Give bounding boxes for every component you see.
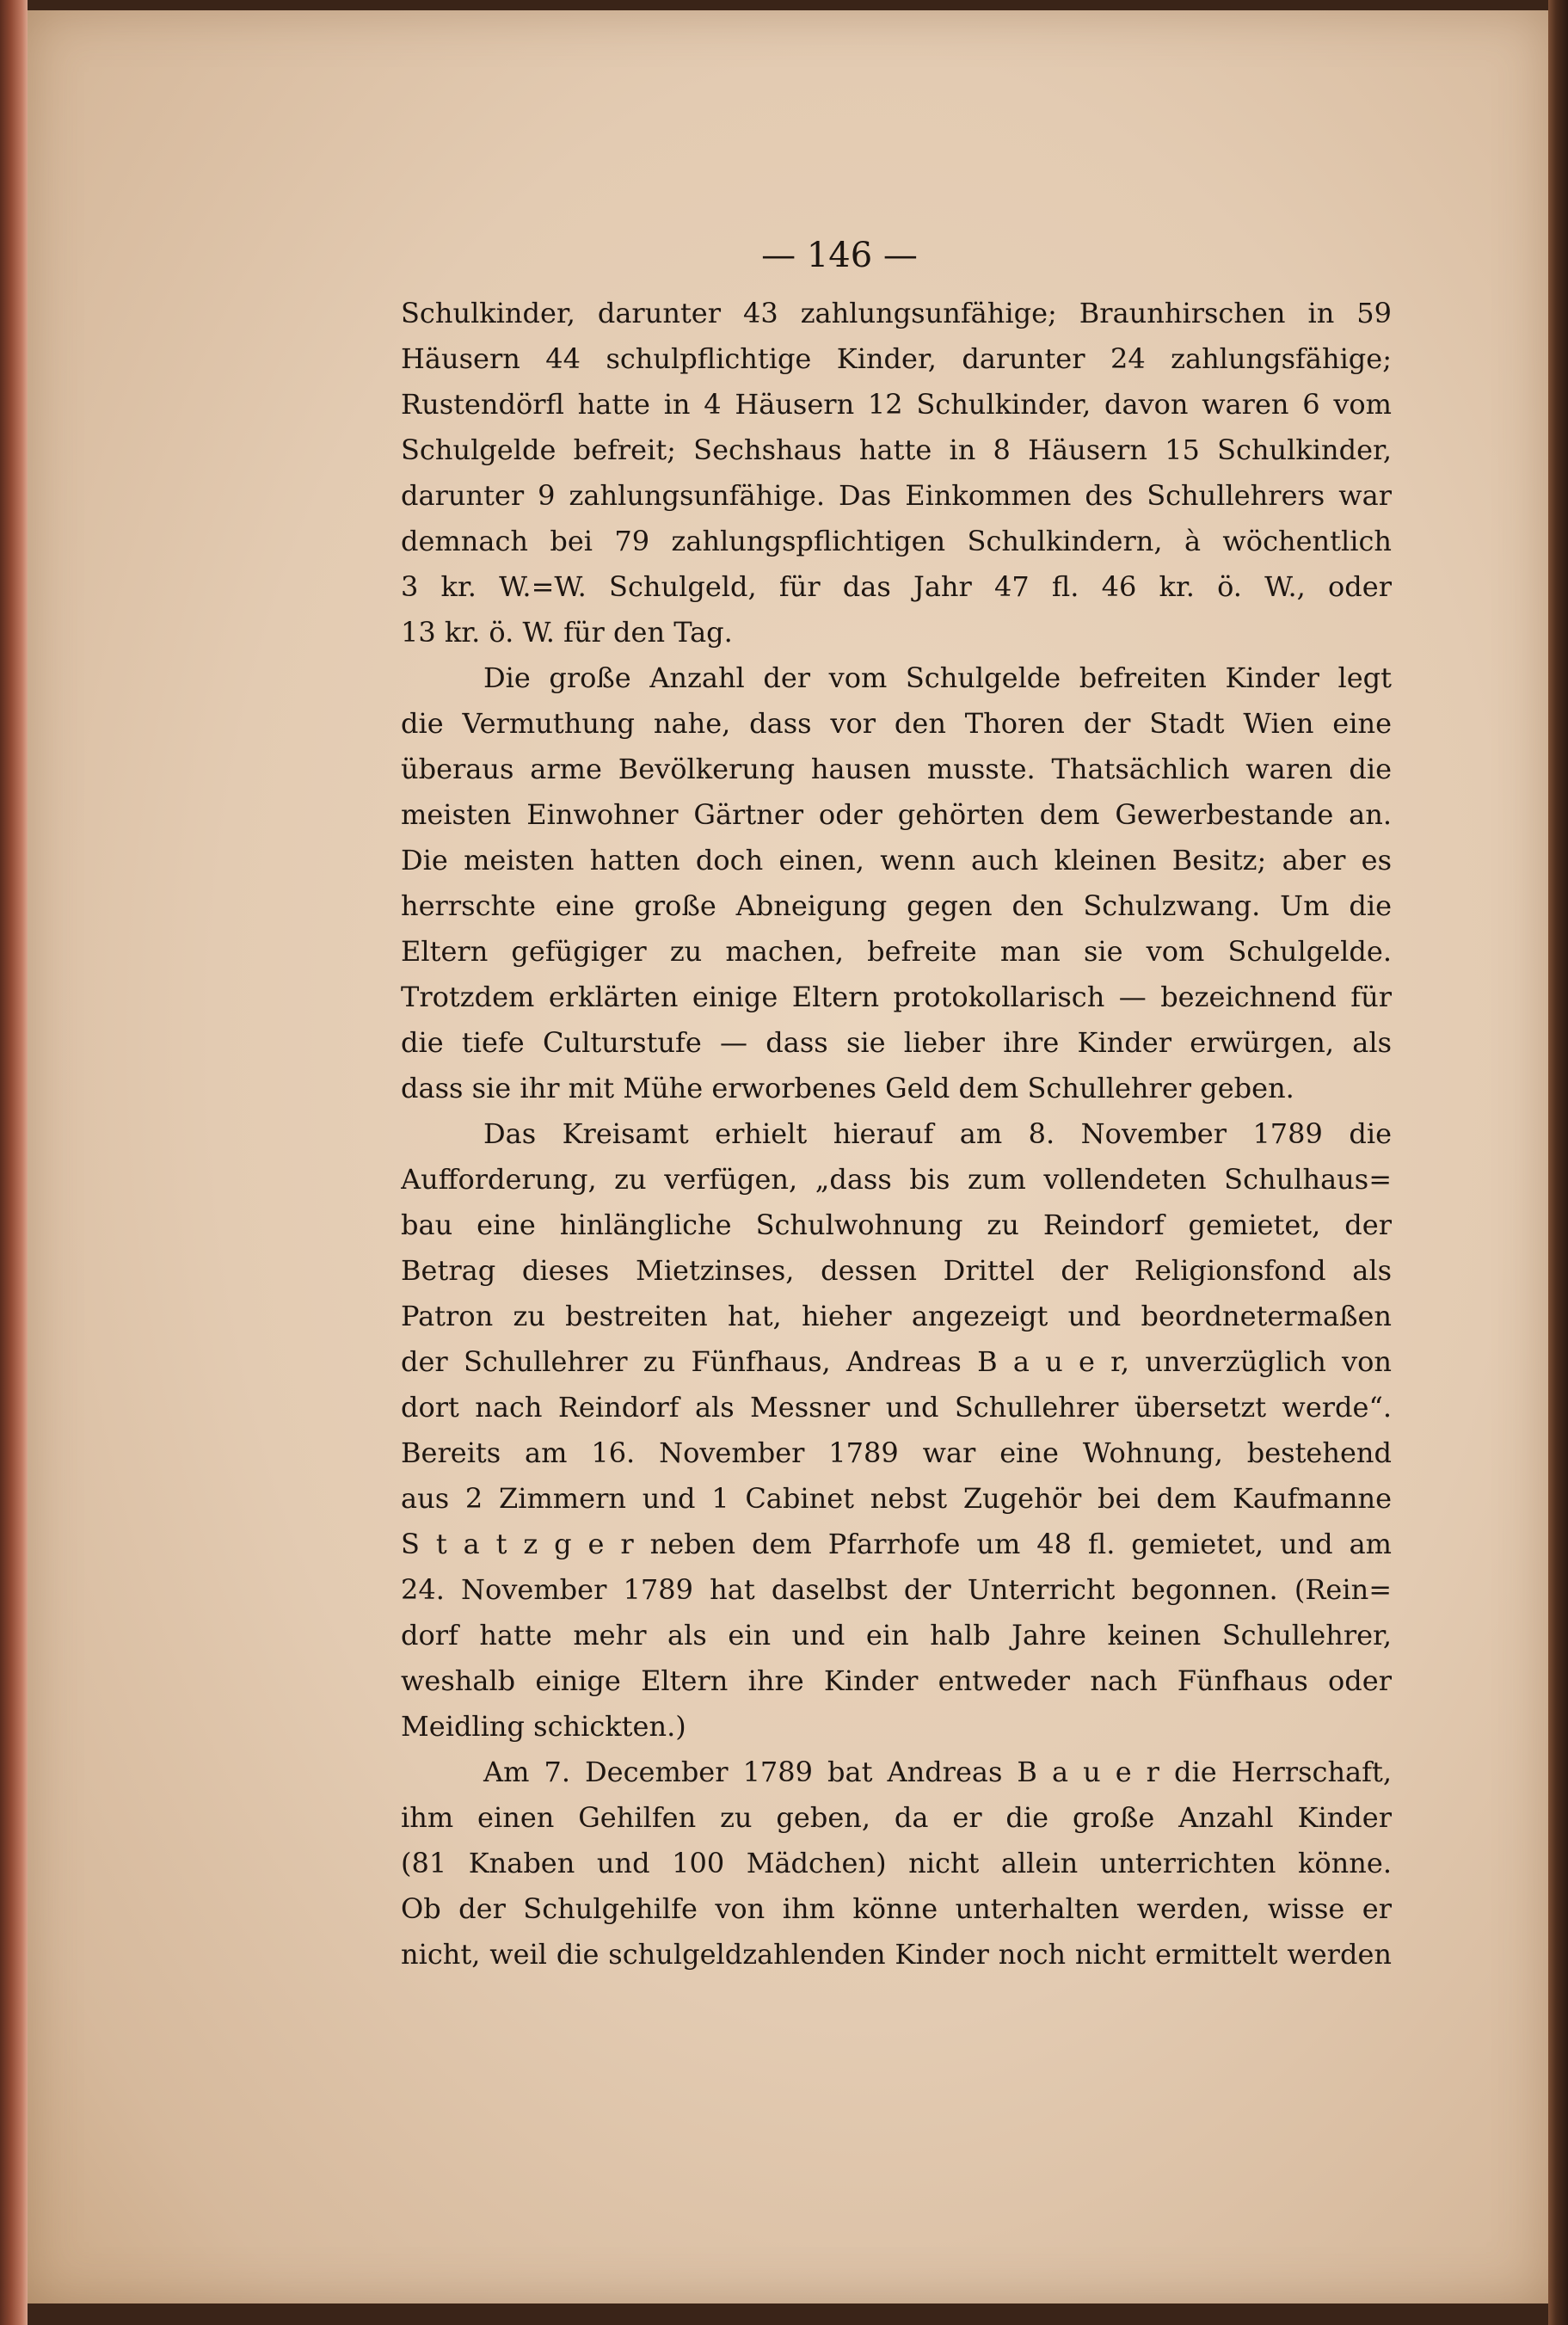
text-line: Eltern gefügiger zu machen, befreite man sie vom Schulgelde. — [401, 935, 1392, 968]
text-line: Rustendörfl hatte in 4 Häusern 12 Schulkinder, davon waren 6 vom — [401, 388, 1392, 421]
text-line: die Vermuthung nahe, dass vor den Thoren der Stadt Wien eine — [401, 707, 1392, 740]
text-line: weshalb einige Eltern ihre Kinder entweder nach Fünfhaus oder — [401, 1664, 1392, 1697]
text-line: dort nach Reindorf als Messner und Schullehrer übersetzt werde“. — [401, 1391, 1392, 1424]
text-line: Die große Anzahl der vom Schulgelde befreiten Kinder legt — [483, 661, 1392, 694]
book-edge-left — [0, 0, 28, 2325]
text-line: (81 Knaben und 100 Mädchen) nicht allein unterrichten könne. — [401, 1847, 1392, 1879]
text-line: Die meisten hatten doch einen, wenn auch kleinen Besitz; aber es — [401, 844, 1392, 876]
text-line: Trotzdem erklärten einige Eltern protokollarisch — bezeichnend für — [401, 981, 1392, 1013]
text-line: nicht, weil die schulgeldzahlenden Kinder noch nicht ermittelt werden — [401, 1938, 1392, 1971]
text-line: Schulkinder, darunter 43 zahlungsunfähige; Braunhirschen in 59 — [401, 297, 1392, 329]
text-line: Am 7. December 1789 bat Andreas B a u e r die Herrschaft, — [483, 1756, 1392, 1788]
text-line: dass sie ihr mit Mühe erworbenes Geld dem Schullehrer geben. — [401, 1072, 1294, 1104]
text-line: Häusern 44 schulpflichtige Kinder, darunter 24 zahlungsfähige; — [401, 342, 1392, 375]
text-line: Das Kreisamt erhielt hierauf am 8. November 1789 die — [483, 1117, 1392, 1150]
text-line: Betrag dieses Mietzinses, dessen Drittel der Religionsfond als — [401, 1254, 1392, 1287]
page-number: — 146 — — [761, 236, 918, 275]
text-line: Meidling schickten.) — [401, 1710, 686, 1743]
text-line: Patron zu bestreiten hat, hieher angezeigt und beordnetermaßen — [401, 1300, 1392, 1332]
text-line: überaus arme Bevölkerung hausen musste. Thatsächlich waren die — [401, 753, 1392, 785]
text-line: meisten Einwohner Gärtner oder gehörten dem Gewerbestande an. — [401, 798, 1392, 831]
text-line: Bereits am 16. November 1789 war eine Wohnung, bestehend — [401, 1436, 1392, 1469]
text-line: 3 kr. W.=W. Schulgeld, für das Jahr 47 fl. 46 kr. ö. W., oder — [401, 570, 1392, 603]
text-line: Aufforderung, zu verfügen, „dass bis zum vollendeten Schulhaus= — [401, 1163, 1392, 1196]
text-line: demnach bei 79 zahlungspflichtigen Schulkindern, à wöchentlich — [401, 525, 1392, 557]
text-line: S t a t z g e r neben dem Pfarrhofe um 48 fl. gemietet, und am — [401, 1528, 1392, 1560]
text-line: ihm einen Gehilfen zu geben, da er die große Anzahl Kinder — [401, 1801, 1392, 1834]
text-line: die tiefe Culturstufe — dass sie lieber ihre Kinder erwürgen, als — [401, 1026, 1392, 1059]
text-line: Schulgelde befreit; Sechshaus hatte in 8 Häusern 15 Schulkinder, — [401, 434, 1392, 466]
text-line: herrschte eine große Abneigung gegen den Schulzwang. Um die — [401, 889, 1392, 922]
text-line: dorf hatte mehr als ein und ein halb Jahre keinen Schullehrer, — [401, 1619, 1392, 1651]
body-text — [401, 291, 1392, 1977]
text-line: aus 2 Zimmern und 1 Cabinet nebst Zugehör bei dem Kaufmanne — [401, 1482, 1392, 1515]
text-line: Ob der Schulgehilfe von ihm könne unterhalten werden, wisse er — [401, 1892, 1392, 1925]
text-line: der Schullehrer zu Fünfhaus, Andreas B a u e r, unverzüglich von — [401, 1345, 1392, 1378]
text-line: 24. November 1789 hat daselbst der Unterricht begonnen. (Rein= — [401, 1573, 1392, 1606]
text-line: 13 kr. ö. W. für den Tag. — [401, 616, 733, 649]
book-edge-right — [1548, 0, 1568, 2325]
text-line: bau eine hinlängliche Schulwohnung zu Reindorf gemietet, der — [401, 1209, 1392, 1241]
text-line: darunter 9 zahlungsunfähige. Das Einkommen des Schullehrers war — [401, 479, 1392, 512]
